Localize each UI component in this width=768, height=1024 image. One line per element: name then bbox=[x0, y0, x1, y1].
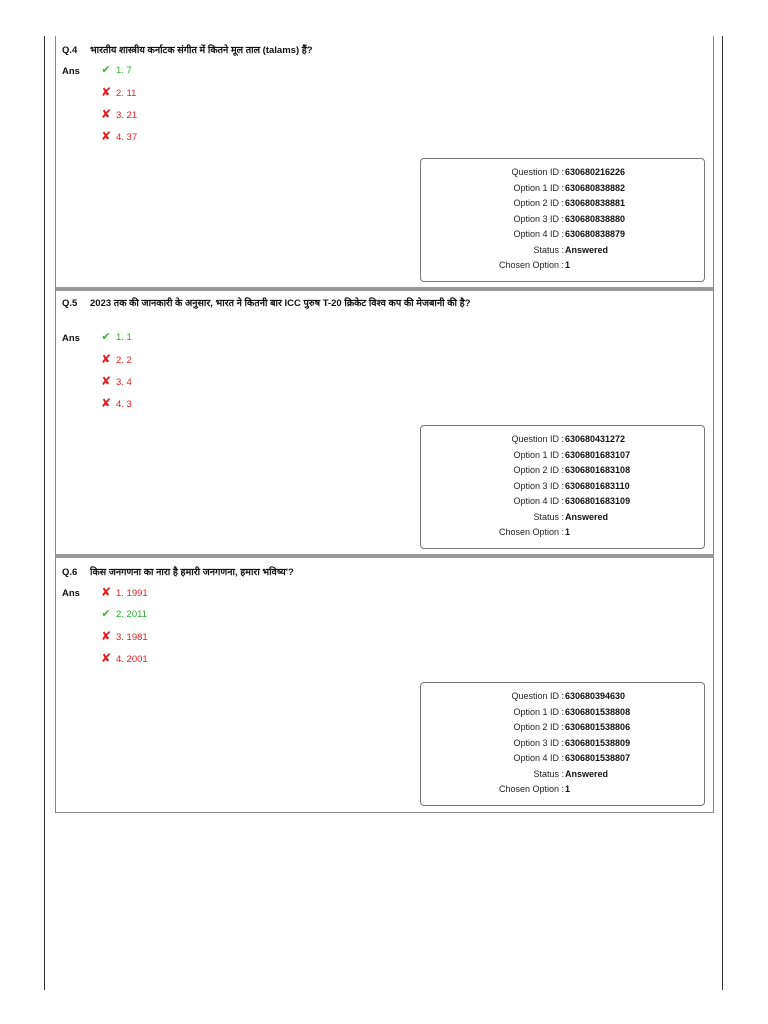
option-label: 2. 11 bbox=[116, 88, 137, 99]
option1-id-value: 6306801683107 bbox=[565, 449, 631, 460]
option4-id-value: 630680838879 bbox=[565, 229, 626, 239]
chosen-option-value: 1 bbox=[565, 527, 571, 537]
option2-id-value: 630680838881 bbox=[565, 198, 626, 208]
question-number: Q.6 bbox=[62, 567, 78, 578]
option1-id-value: 6306801538808 bbox=[565, 706, 631, 717]
ans-label: Ans bbox=[62, 66, 80, 77]
option-label: 4. 3 bbox=[116, 399, 132, 410]
option-4 bbox=[98, 651, 148, 665]
option2-id-label: Option 2 ID : bbox=[513, 722, 564, 732]
question-text: 2023 तक की जानकारी के अनुसार, भारत ने कितनी बार ICC पुरुष T-20 क्रिकेट विश्व कप की मेजबानी की है? bbox=[90, 298, 471, 309]
option-label: 4. 2001 bbox=[116, 654, 148, 665]
page-border-left bbox=[44, 36, 45, 990]
option-label: 1. 1 bbox=[116, 332, 132, 343]
option-1 bbox=[98, 330, 132, 344]
chosen-option-label: Chosen Option : bbox=[498, 260, 564, 270]
option-3 bbox=[98, 374, 132, 388]
question-id-label: Question ID : bbox=[511, 691, 564, 701]
question-block-q4 bbox=[55, 36, 714, 288]
question-block-q6 bbox=[55, 554, 714, 813]
question-info-box bbox=[420, 425, 705, 549]
option-1 bbox=[98, 63, 132, 77]
option3-id-value: 6306801683110 bbox=[565, 480, 630, 491]
question-id-value: 630680216226 bbox=[565, 167, 626, 177]
option-4 bbox=[98, 396, 132, 410]
check-icon: ✔ bbox=[101, 608, 111, 620]
status-label: Status : bbox=[533, 511, 564, 522]
option-label: 2. 2011 bbox=[116, 609, 147, 620]
question-number: Q.4 bbox=[62, 45, 78, 56]
option4-id-label: Option 4 ID : bbox=[513, 229, 564, 239]
option1-id-label: Option 1 ID : bbox=[513, 182, 564, 193]
option-2 bbox=[98, 607, 147, 621]
option3-id-value: 6306801538809 bbox=[565, 737, 631, 748]
cross-icon: ✘ bbox=[100, 396, 112, 410]
status-label: Status : bbox=[533, 768, 564, 779]
ans-label: Ans bbox=[62, 588, 80, 599]
question-number: Q.5 bbox=[62, 298, 78, 309]
chosen-option-value: 1 bbox=[565, 784, 571, 794]
option4-id-value: 6306801538807 bbox=[565, 753, 631, 763]
option-label: 3. 1981 bbox=[116, 632, 148, 643]
question-text: भारतीय शास्त्रीय कर्नाटक संगीत में कितने मूल ताल (talams) हैं? bbox=[90, 45, 313, 56]
cross-icon: ✘ bbox=[100, 129, 112, 143]
option3-id-label: Option 3 ID : bbox=[513, 480, 564, 491]
question-id-label: Question ID : bbox=[511, 167, 564, 177]
question-id-value: 630680394630 bbox=[565, 691, 626, 701]
cross-icon: ✘ bbox=[100, 352, 112, 366]
option-3 bbox=[98, 629, 148, 643]
option-label: 3. 21 bbox=[116, 110, 138, 121]
chosen-option-label: Chosen Option : bbox=[498, 527, 564, 537]
option3-id-label: Option 3 ID : bbox=[513, 213, 564, 224]
option-label: 4. 37 bbox=[116, 132, 138, 143]
option2-id-value: 6306801683108 bbox=[565, 465, 631, 475]
option3-id-value: 630680838880 bbox=[565, 213, 626, 224]
page-border-right bbox=[722, 36, 723, 990]
question-text: किस जनगणना का नारा है हमारी जनगणना, हमारा भविष्य'? bbox=[90, 567, 294, 578]
option4-id-label: Option 4 ID : bbox=[513, 496, 564, 506]
cross-icon: ✘ bbox=[100, 629, 112, 643]
option3-id-label: Option 3 ID : bbox=[513, 737, 564, 748]
cross-icon: ✘ bbox=[100, 107, 112, 121]
question-block-q5 bbox=[55, 287, 714, 555]
cross-icon: ✘ bbox=[100, 651, 112, 665]
option4-id-value: 6306801683109 bbox=[565, 496, 631, 506]
chosen-option-label: Chosen Option : bbox=[498, 784, 564, 794]
option1-id-value: 630680838882 bbox=[565, 182, 626, 193]
option1-id-label: Option 1 ID : bbox=[513, 706, 564, 717]
option-2 bbox=[98, 85, 136, 99]
chosen-option-value: 1 bbox=[565, 260, 571, 270]
status-value: Answered bbox=[565, 768, 609, 779]
ans-label: Ans bbox=[62, 333, 80, 344]
option-3 bbox=[98, 107, 137, 121]
option2-id-label: Option 2 ID : bbox=[513, 465, 564, 475]
question-id-label: Question ID : bbox=[511, 434, 564, 444]
question-id-value: 630680431272 bbox=[565, 434, 626, 444]
status-value: Answered bbox=[565, 244, 609, 255]
option-4 bbox=[98, 129, 137, 143]
status-label: Status : bbox=[533, 244, 564, 255]
option-label: 1. 1991 bbox=[116, 588, 148, 599]
question-info-box bbox=[420, 682, 705, 806]
cross-icon: ✘ bbox=[100, 374, 112, 388]
option-2 bbox=[98, 352, 132, 366]
option-1 bbox=[98, 585, 148, 599]
check-icon: ✔ bbox=[101, 331, 111, 343]
cross-icon: ✘ bbox=[100, 585, 112, 599]
option4-id-label: Option 4 ID : bbox=[513, 753, 564, 763]
option-label: 2. 2 bbox=[116, 355, 132, 366]
status-value: Answered bbox=[565, 511, 609, 522]
option2-id-label: Option 2 ID : bbox=[513, 198, 564, 208]
option1-id-label: Option 1 ID : bbox=[513, 449, 564, 460]
check-icon: ✔ bbox=[101, 64, 111, 76]
question-info-box bbox=[420, 158, 705, 282]
cross-icon: ✘ bbox=[100, 85, 112, 99]
option-label: 1. 7 bbox=[116, 65, 132, 76]
option-label: 3. 4 bbox=[116, 377, 132, 388]
option2-id-value: 6306801538806 bbox=[565, 722, 631, 732]
